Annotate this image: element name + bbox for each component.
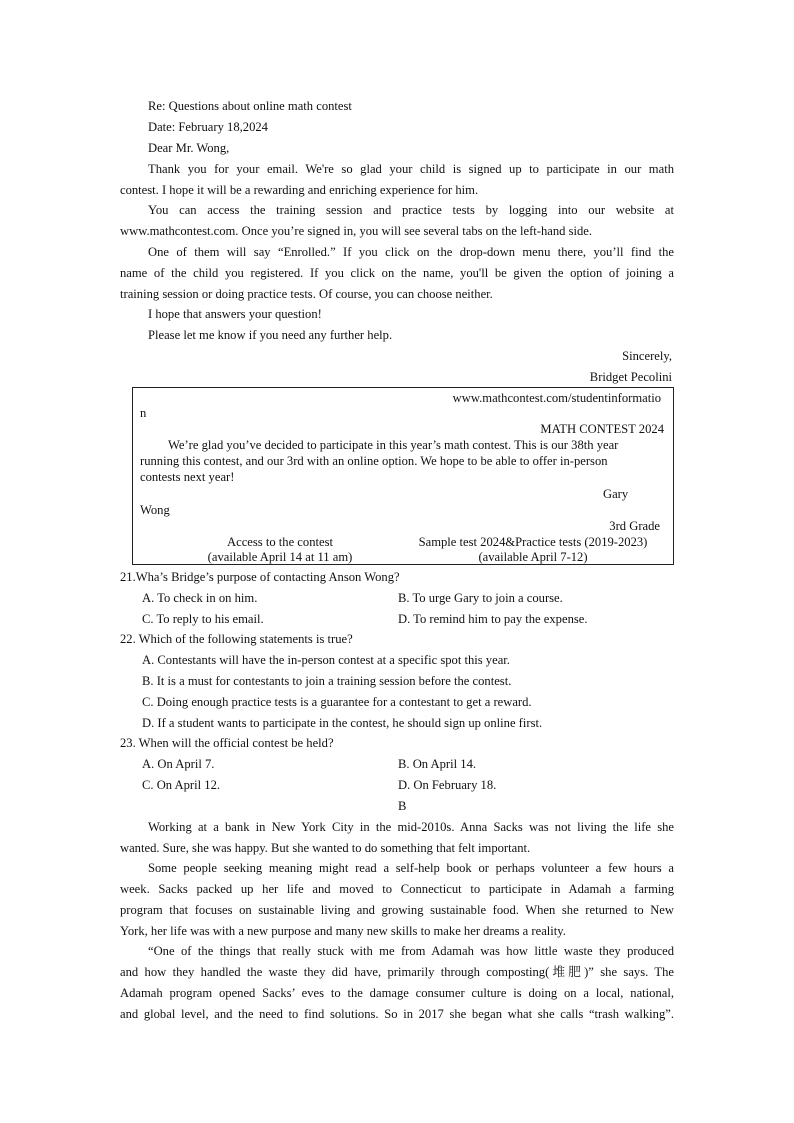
question-22-stem: 22. Which of the following statements is true? bbox=[120, 632, 353, 646]
website-title: MATH CONTEST 2024 bbox=[540, 422, 664, 436]
letter-date: Date: February 18,2024 bbox=[148, 120, 268, 134]
letter-paragraph-2-line-2: www.mathcontest.com. Once you’re signed in, you will see several tabs on the left-hand side. bbox=[120, 224, 593, 238]
passage-b-paragraph-2-line-3: program that focuses on sustainable living and growing sustainable food. When she returned to New bbox=[120, 903, 674, 917]
passage-b-paragraph-1-line-1: Working at a bank in New York City in the mid-2010s. Anna Sacks was not living the life she bbox=[148, 820, 674, 834]
letter-greeting: Dear Mr. Wong, bbox=[148, 141, 230, 155]
letter-subject: Re: Questions about online math contest bbox=[148, 99, 352, 113]
question-22-option-c: C. Doing enough practice tests is a guarantee for a contestant to get a reward. bbox=[142, 695, 532, 709]
question-23-option-a: A. On April 7. bbox=[142, 757, 215, 771]
student-grade: 3rd Grade bbox=[609, 519, 660, 533]
letter-paragraph-1-line-2: contest. I hope it will be a rewarding and enriching experience for him. bbox=[120, 183, 479, 197]
passage-b-paragraph-2-line-1: Some people seeking meaning might read a self-help book or perhaps volunteer a few hours a bbox=[148, 861, 674, 875]
contest-access-link[interactable]: Access to the contest bbox=[227, 535, 333, 549]
passage-b-paragraph-1-line-2: wanted. Sure, she was happy. But she wanted to do something that felt important. bbox=[120, 841, 531, 855]
website-screenshot-box bbox=[132, 387, 674, 565]
letter-paragraph-2-line-1: You can access the training session and practice tests by logging into our website at bbox=[148, 203, 674, 217]
letter-signature: Bridget Pecolini bbox=[589, 370, 672, 384]
question-23-option-c: C. On April 12. bbox=[142, 778, 221, 792]
letter-paragraph-5: Please let me know if you need any further help. bbox=[148, 328, 393, 342]
letter-paragraph-4: I hope that answers your question! bbox=[148, 307, 322, 321]
question-21-option-a: A. To check in on him. bbox=[142, 591, 258, 605]
question-23-option-b: B. On April 14. bbox=[398, 757, 477, 771]
question-21-option-c: C. To reply to his email. bbox=[142, 612, 264, 626]
passage-b-paragraph-2-line-2: week. Sacks packed up her life and moved to Connecticut to participate in Adamah a farming bbox=[120, 882, 674, 896]
student-first-name: Gary bbox=[603, 487, 629, 501]
practice-tests-availability: (available April 7-12) bbox=[478, 550, 588, 564]
contest-access-availability: (available April 14 at 11 am) bbox=[207, 550, 353, 564]
question-21-option-d: D. To remind him to pay the expense. bbox=[398, 612, 588, 626]
question-21-option-b: B. To urge Gary to join a course. bbox=[398, 591, 563, 605]
passage-b-paragraph-3-line-2: and how they handled the waste they did have, primarily through composting(堆肥)” she says. The bbox=[120, 965, 674, 979]
student-last-name: Wong bbox=[140, 503, 170, 517]
website-url-line-1: www.mathcontest.com/studentinformatio bbox=[452, 391, 661, 405]
website-body-line-3: contests next year! bbox=[140, 470, 235, 484]
passage-b-paragraph-2-line-4: York, her life was with a new purpose and many new skills to make her dreams a reality. bbox=[120, 924, 566, 938]
letter-paragraph-3-line-1: One of them will say “Enrolled.” If you click on the drop-down menu there, you’ll find the bbox=[148, 245, 674, 259]
question-23-stem: 23. When will the official contest be held? bbox=[120, 736, 334, 750]
letter-paragraph-3-line-3: training session or doing practice tests. Of course, you can choose neither. bbox=[120, 287, 493, 301]
website-body-line-1: We’re glad you’ve decided to participate in this year’s math contest. This is our 38th year bbox=[168, 438, 619, 452]
passage-b-paragraph-3-line-3: Adamah program opened Sacks’ eves to the damage consumer culture is doing on a local, national, bbox=[120, 986, 674, 1000]
question-21-stem: 21.Wha’s Bridge’s purpose of contacting Anson Wong? bbox=[120, 570, 400, 584]
question-22-option-b: B. It is a must for contestants to join a training session before the contest. bbox=[142, 674, 512, 688]
question-23-option-d: D. On February 18. bbox=[398, 778, 497, 792]
letter-paragraph-3-line-2: name of the child you registered. If you click on the name, you'll be given the option of joining a bbox=[120, 266, 674, 280]
question-22-option-d: D. If a student wants to participate in the contest, he should sign up online first. bbox=[142, 716, 543, 730]
website-body-line-2: running this contest, and our 3rd with an online option. We hope to be able to offer in-person bbox=[140, 454, 608, 468]
letter-closing: Sincerely, bbox=[622, 349, 672, 363]
passage-b-label: B bbox=[398, 799, 407, 813]
question-22-option-a: A. Contestants will have the in-person contest at a specific spot this year. bbox=[142, 653, 510, 667]
website-url-line-2: n bbox=[140, 406, 147, 420]
practice-tests-link[interactable]: Sample test 2024&Practice tests (2019-2023) bbox=[418, 535, 648, 549]
passage-b-paragraph-3-line-1: “One of the things that really stuck with me from Adamah was how little waste they produced bbox=[148, 944, 674, 958]
letter-paragraph-1-line-1: Thank you for your email. We're so glad your child is signed up to participate in our math bbox=[148, 162, 674, 176]
passage-b-paragraph-3-line-4: and global level, and the need to find solutions. So in 2017 she began what she calls “trash walking”. bbox=[120, 1007, 674, 1021]
